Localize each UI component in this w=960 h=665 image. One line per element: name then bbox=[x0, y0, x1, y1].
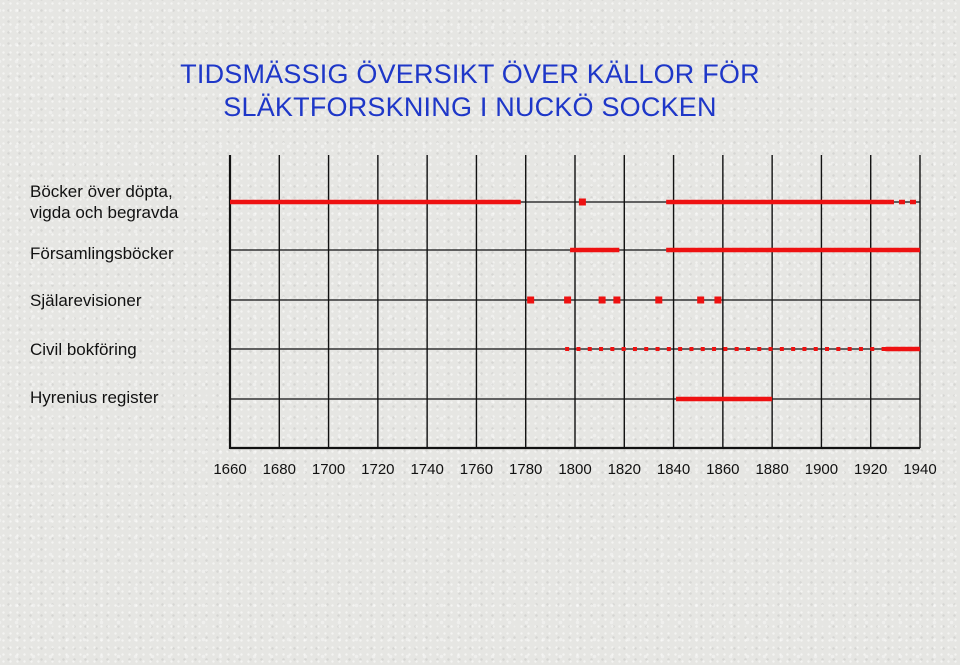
series-3-mark-1 bbox=[527, 297, 534, 304]
row-label-hyrenius-text: Hyrenius register bbox=[30, 388, 159, 407]
x-tick-label-1840: 1840 bbox=[656, 461, 691, 478]
x-tick-label-1940: 1940 bbox=[903, 461, 937, 478]
x-tick-label-1660: 1660 bbox=[213, 461, 247, 478]
x-tick-label-1760: 1760 bbox=[459, 461, 494, 478]
row-label-forsamlingsbocker-text: Församlingsböcker bbox=[30, 244, 174, 263]
row-label-bocker-line-2: vigda och begravda bbox=[30, 203, 179, 222]
x-tick-label-1920: 1920 bbox=[854, 461, 888, 478]
x-tick-label-1780: 1780 bbox=[509, 461, 543, 478]
series-3-mark-3 bbox=[599, 297, 606, 304]
x-tick-label-1740: 1740 bbox=[410, 461, 444, 478]
x-tick-label-1820: 1820 bbox=[607, 461, 641, 478]
x-tick-label-1880: 1880 bbox=[755, 461, 789, 478]
series-3-mark-6 bbox=[697, 297, 704, 304]
row-label-sjalarevisioner-text: Själarevisioner bbox=[30, 291, 142, 310]
series-3-mark-5 bbox=[655, 297, 662, 304]
x-tick-label-1900: 1900 bbox=[804, 461, 839, 478]
chart-title-line-2: SLÄKTFORSKNING I NUCKÖ SOCKEN bbox=[223, 92, 717, 122]
row-label-civil-bokforing-text: Civil bokföring bbox=[30, 340, 137, 359]
x-tick-label-1720: 1720 bbox=[361, 461, 395, 478]
series-3-mark-4 bbox=[613, 297, 620, 304]
series-3-mark-7 bbox=[714, 297, 721, 304]
x-tick-label-1800: 1800 bbox=[558, 461, 592, 478]
chart-title-line-1: TIDSMÄSSIG ÖVERSIKT ÖVER KÄLLOR FÖR bbox=[180, 59, 760, 89]
series-3-mark-2 bbox=[564, 297, 571, 304]
x-tick-label-1860: 1860 bbox=[706, 461, 740, 478]
x-tick-label-1700: 1700 bbox=[311, 461, 346, 478]
series-1-mark-1 bbox=[579, 199, 586, 206]
x-tick-label-1680: 1680 bbox=[262, 461, 296, 478]
row-label-bocker-line-1: Böcker över döpta, bbox=[30, 182, 173, 201]
